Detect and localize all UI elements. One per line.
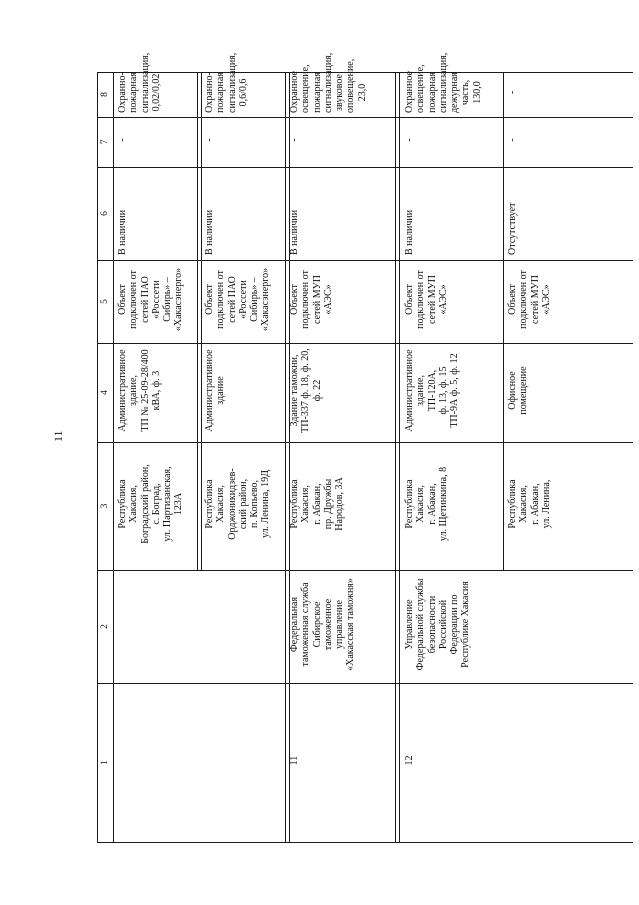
- cell-line: сигнализация,: [437, 52, 449, 113]
- cell-line: подключен от: [415, 270, 427, 329]
- cell-line: В наличии: [289, 209, 300, 255]
- cell-line: освещение,: [300, 64, 312, 113]
- cell-c7: [204, 115, 215, 165]
- column-divider: [97, 683, 633, 684]
- cell-line: 23,0: [356, 83, 368, 102]
- cell-line: 123А: [173, 492, 185, 516]
- cell-avail: [289, 165, 300, 258]
- cell-line: -: [404, 138, 415, 142]
- cell-line: -: [507, 138, 518, 142]
- cell-line: -: [507, 90, 518, 95]
- cell-line: «Россети: [237, 280, 249, 319]
- cell-line: ул. Щетинкина, 8: [437, 466, 449, 542]
- column-header-3: 3: [100, 503, 110, 509]
- cell-line: Республика: [289, 479, 300, 529]
- column-divider: [97, 167, 633, 168]
- cell-line: пожарная: [426, 72, 438, 113]
- cell-line: сетей МУП: [426, 275, 438, 324]
- cell-line: Управление: [404, 599, 415, 650]
- column-header-4: 4: [100, 390, 110, 395]
- cell-line: здание,: [415, 375, 427, 406]
- cell-line: ТП-120А,: [426, 369, 438, 412]
- cell-line: подключен от: [300, 270, 312, 329]
- cell-line: Объект: [507, 284, 518, 315]
- cell-line: «Россети: [150, 280, 162, 319]
- table-border-left: [97, 72, 98, 842]
- row-divider: [503, 72, 504, 570]
- cell-line: -: [204, 138, 215, 142]
- cell-org: [404, 568, 472, 681]
- cell-addr: [204, 440, 272, 568]
- cell-line: сетей МУП: [311, 275, 323, 324]
- cell-num: [289, 681, 300, 840]
- cell-line: Охранное: [289, 71, 300, 113]
- column-header-2: 2: [100, 624, 110, 629]
- column-divider: [97, 117, 633, 118]
- cell-line: Хакасия,: [518, 485, 530, 523]
- cell-power: [289, 258, 334, 341]
- cell-line: Республика: [404, 479, 415, 529]
- cell-line: В наличии: [204, 209, 215, 255]
- cell-line: Хакасия,: [128, 485, 140, 523]
- cell-line: г. Абакан,: [529, 483, 541, 525]
- cell-line: сигнализация,: [226, 52, 238, 113]
- cell-line: «Хакасэнерго»: [173, 267, 185, 332]
- row-divider-inner: [399, 72, 400, 842]
- cell-line: кВА, ф. 3: [150, 370, 162, 411]
- cell-line: сигнализация,: [139, 52, 151, 113]
- cell-line: ф. 13, ф. 15: [437, 366, 449, 415]
- cell-avail: [507, 165, 518, 258]
- cell-line: Федерации по: [449, 594, 461, 655]
- cell-line: звуковое: [334, 74, 346, 111]
- column-header-8: 8: [100, 92, 110, 97]
- column-divider: [97, 343, 633, 344]
- cell-line: Сибирское: [311, 601, 323, 648]
- cell-line: подключен от: [215, 270, 227, 329]
- cell-line: Федеральной службы: [415, 578, 427, 671]
- cell-power: [204, 258, 272, 341]
- cell-line: Орджоникидзев-: [226, 468, 238, 540]
- cell-line: управление: [334, 600, 346, 649]
- cell-c7: [117, 115, 128, 165]
- cell-line: 0,02/0,02: [150, 73, 162, 112]
- column-header-5: 5: [100, 299, 110, 304]
- cell-line: пр. Дружбы: [322, 478, 334, 530]
- cell-line: В наличии: [117, 209, 128, 255]
- cell-c7: [507, 115, 518, 165]
- cell-line: оповещение,: [345, 58, 357, 113]
- cell-line: ф. 22: [311, 379, 323, 402]
- cell-line: Административное: [404, 349, 415, 432]
- page-number: 11: [51, 430, 65, 442]
- cell-addr: [404, 440, 449, 568]
- cell-line: Офисное: [507, 371, 518, 410]
- cell-line: Сибирь» –: [249, 277, 261, 322]
- cell-line: 12: [404, 755, 415, 766]
- column-divider: [97, 570, 633, 571]
- cell-desc: [204, 341, 227, 440]
- cell-line: «АЭС»: [437, 284, 449, 315]
- cell-line: пожарная: [215, 72, 227, 113]
- cell-line: ТП-337 ф. 18, ф. 20,: [300, 348, 312, 433]
- column-header-7: 7: [100, 139, 110, 145]
- cell-line: 11: [289, 755, 300, 766]
- cell-line: подключен от: [128, 270, 140, 329]
- cell-desc: [404, 341, 460, 440]
- cell-security: [117, 52, 162, 115]
- cell-line: Охранное: [404, 71, 415, 113]
- cell-line: помещение: [518, 366, 530, 415]
- cell-line: Охранно-: [117, 72, 128, 113]
- cell-line: сетей ПАО: [139, 276, 151, 323]
- cell-line: таможенное: [322, 598, 334, 651]
- row-divider: [197, 72, 198, 570]
- cell-line: Хакасия,: [215, 485, 227, 523]
- cell-c7: [404, 115, 415, 165]
- cell-line: таможенная служба: [300, 582, 312, 667]
- cell-line: освещение,: [415, 64, 427, 113]
- cell-line: сетей ПАО: [226, 276, 238, 323]
- cell-line: Республика: [117, 479, 128, 529]
- cell-line: Хакасия,: [415, 485, 427, 523]
- table-border-bottom: [97, 842, 633, 843]
- cell-security: [289, 52, 368, 115]
- cell-line: «АЭС»: [322, 284, 334, 315]
- cell-line: Административное: [117, 349, 128, 432]
- cell-line: г. Абакан,: [311, 483, 323, 525]
- cell-line: ТП-9А ф. 5, ф. 12: [449, 353, 461, 428]
- cell-line: Объект: [289, 284, 300, 315]
- cell-num: [404, 681, 415, 840]
- cell-line: Отсутствует: [507, 202, 518, 255]
- cell-line: -: [117, 138, 128, 142]
- cell-line: Народов, 3А: [334, 477, 346, 531]
- cell-line: -: [289, 138, 300, 142]
- cell-line: ул. Ленина,: [540, 479, 552, 529]
- cell-desc: [289, 341, 323, 440]
- cell-line: Здание таможни,: [289, 354, 300, 427]
- cell-desc: [117, 341, 162, 440]
- cell-line: сетей МУП: [529, 275, 541, 324]
- cell-line: «Хакасская таможня»: [345, 578, 357, 671]
- cell-line: подключен от: [518, 270, 530, 329]
- cell-line: здание: [215, 376, 227, 405]
- cell-line: здание,: [128, 375, 140, 406]
- row-divider: [395, 72, 396, 842]
- cell-security: [507, 70, 518, 115]
- cell-line: 0,6/0,6: [237, 78, 249, 107]
- cell-line: ский район,: [237, 478, 249, 530]
- cell-line: Российской: [437, 599, 449, 650]
- cell-line: «Хакасэнерго»: [260, 267, 272, 332]
- cell-line: г. Абакан,: [426, 483, 438, 525]
- cell-line: дежурная: [449, 72, 461, 113]
- cell-power: [507, 258, 552, 341]
- cell-power: [117, 258, 185, 341]
- cell-line: «АЭС»: [540, 284, 552, 315]
- cell-line: Боградский район,: [139, 464, 151, 544]
- cell-line: пожарная: [311, 72, 323, 113]
- cell-security: [204, 52, 249, 115]
- header-row-divider: [113, 72, 114, 842]
- cell-desc: [507, 341, 530, 440]
- cell-line: п. Копьево,: [249, 479, 261, 529]
- cell-avail: [404, 165, 415, 258]
- cell-line: Республика: [507, 479, 518, 529]
- cell-security: [404, 52, 483, 115]
- cell-avail: [117, 165, 128, 258]
- row-divider: [285, 72, 286, 842]
- cell-line: сигнализация,: [322, 52, 334, 113]
- cell-line: Охранно-: [204, 72, 215, 113]
- cell-org: [289, 568, 357, 681]
- cell-line: с. Боград,: [150, 483, 162, 525]
- cell-line: Сибирь» –: [162, 277, 174, 322]
- cell-avail: [204, 165, 215, 258]
- cell-line: часть,: [460, 79, 472, 106]
- cell-line: безопасности: [426, 595, 438, 654]
- cell-power: [404, 258, 449, 341]
- cell-line: Административное: [204, 349, 215, 432]
- cell-line: В наличии: [404, 209, 415, 255]
- column-header-1: 1: [100, 760, 110, 765]
- cell-line: Объект: [204, 284, 215, 315]
- cell-addr: [507, 440, 552, 568]
- cell-line: Объект: [404, 284, 415, 315]
- cell-line: Федеральная: [289, 596, 300, 653]
- row-divider-inner: [201, 72, 202, 570]
- cell-c7: [289, 115, 300, 165]
- cell-addr: [117, 440, 185, 568]
- cell-line: 130,0: [471, 81, 483, 104]
- cell-addr: [289, 440, 345, 568]
- cell-line: Республика: [204, 479, 215, 529]
- cell-line: Хакасия,: [300, 485, 312, 523]
- cell-line: Объект: [117, 284, 128, 315]
- cell-line: ТП № 25-09-28/400: [139, 349, 151, 432]
- cell-line: пожарная: [128, 72, 140, 113]
- cell-line: ул. Ленина, 19Д: [260, 469, 272, 539]
- cell-line: Республике Хакасия: [460, 581, 472, 668]
- column-header-6: 6: [100, 211, 110, 216]
- cell-line: ул. Партизанская,: [162, 466, 174, 542]
